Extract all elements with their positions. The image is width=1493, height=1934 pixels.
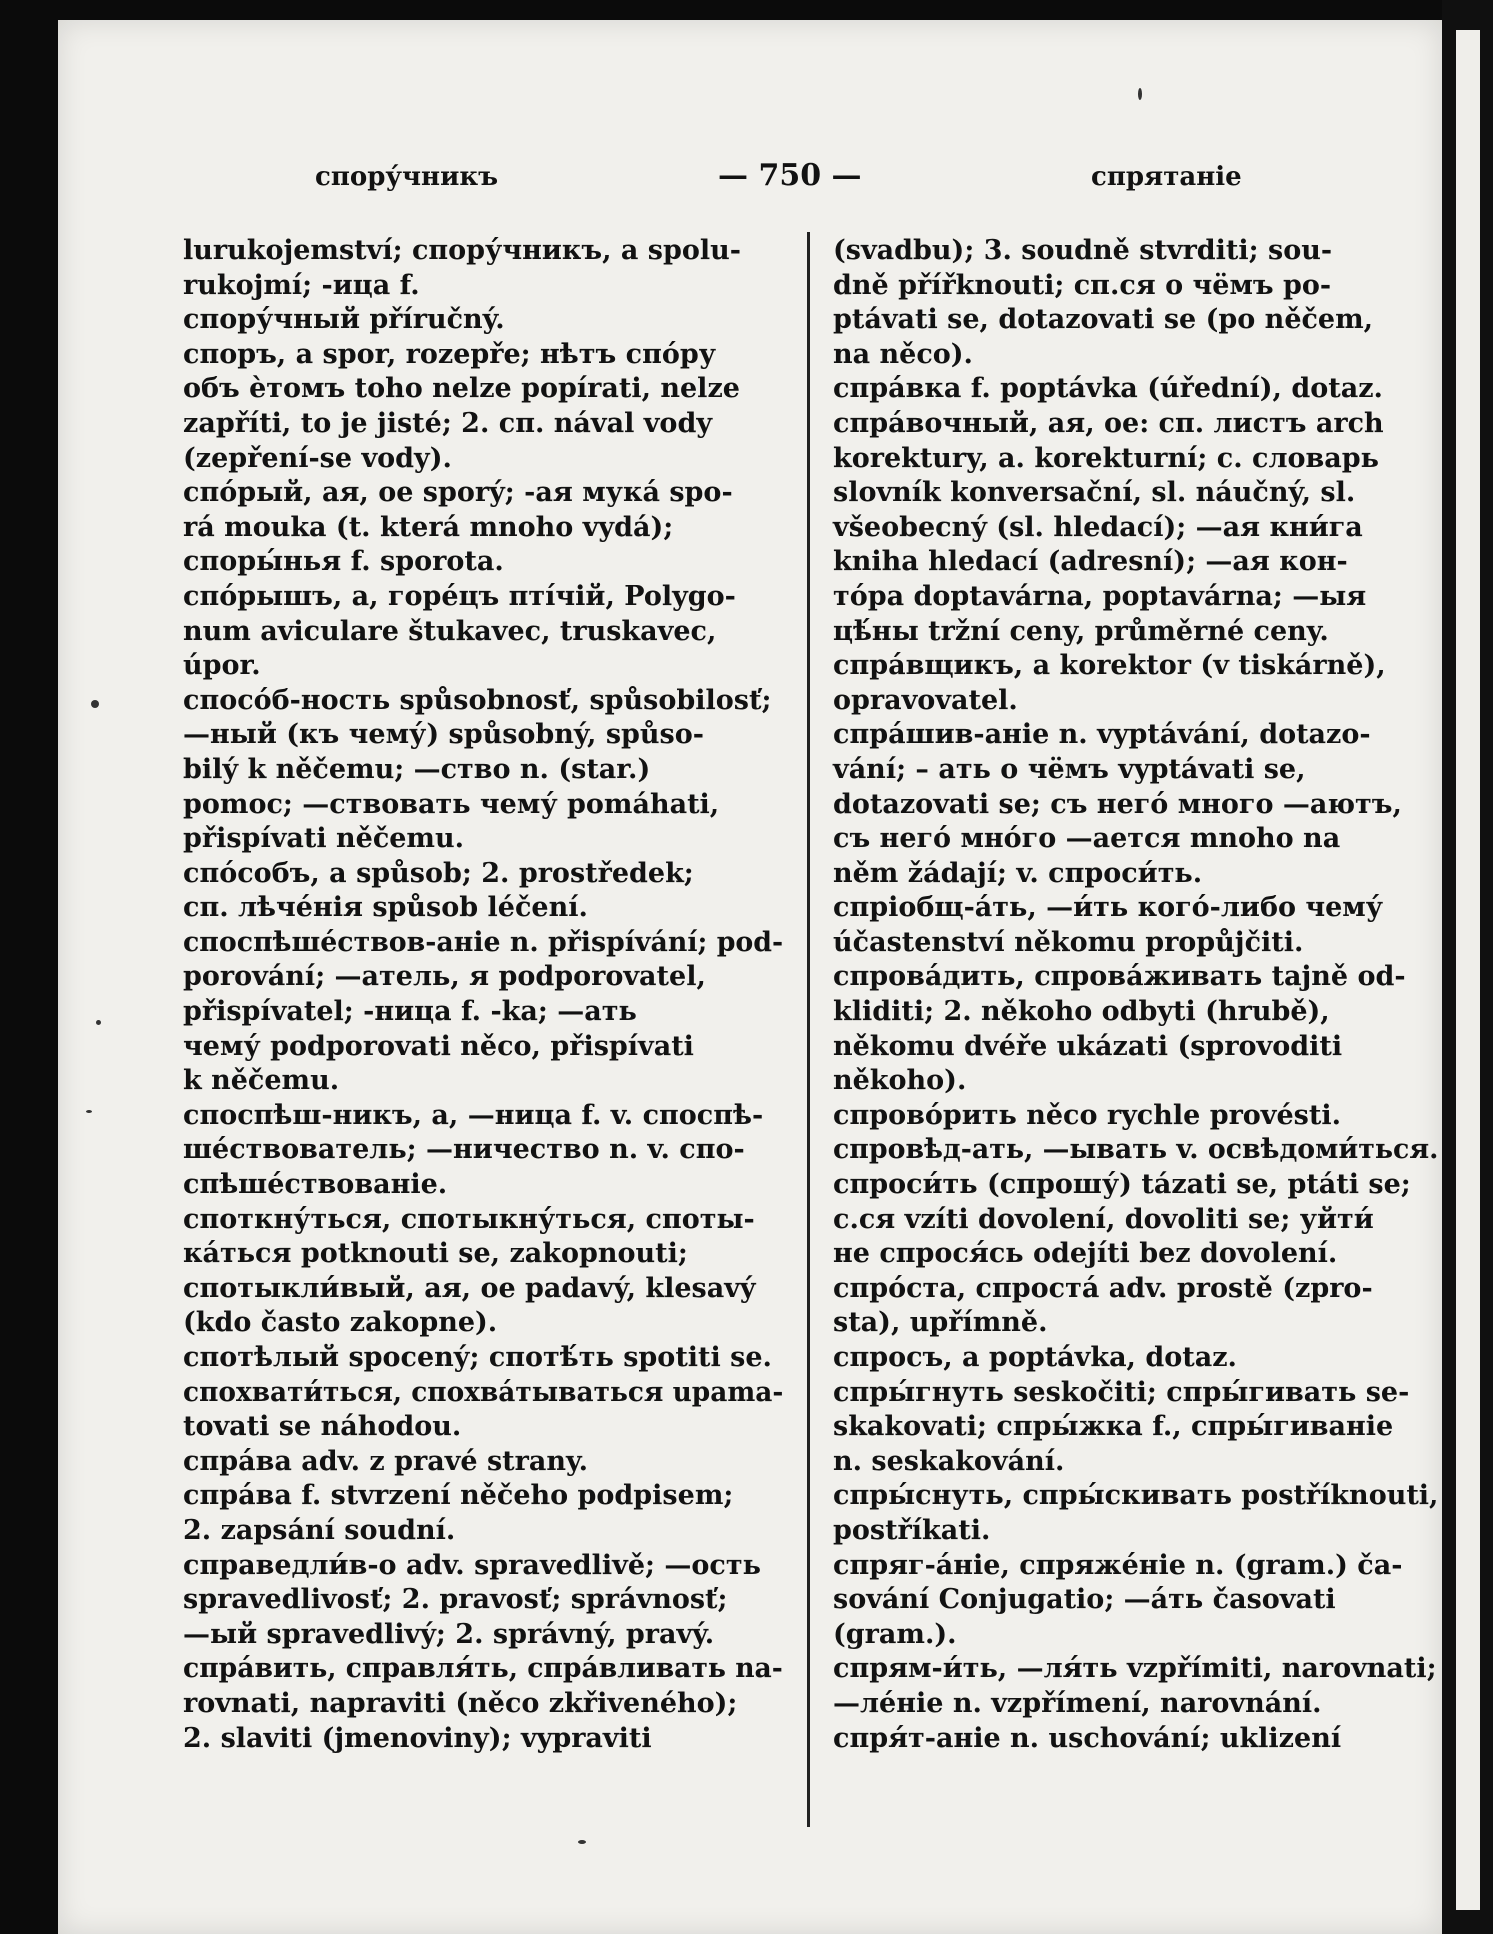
entry-line: спро́ста, спроста́ adv. prostě (zpro- (833, 1272, 1373, 1304)
entry-line: споспѣш-никъ, а, —ница f. v. споспѣ- (183, 1099, 764, 1131)
entry-line: спотѣлый spocený; спотѣ́ть spotiti se. (183, 1342, 772, 1373)
entry-line: не спрося́сь odejíti bez dovolení. (833, 1238, 1338, 1270)
entry-line: сп. лѣче́нія spůsob léčení. (183, 892, 588, 924)
entry-line: спры́гнуть seskočiti; спры́гивать se- (833, 1376, 1410, 1408)
entry-line: спору́чный příručný. (183, 304, 505, 336)
entry-line: porování; —атель, я podporovatel, (183, 961, 706, 993)
entry-line: (gram.). (833, 1618, 957, 1650)
page-number: — 750 — (718, 158, 862, 193)
entry-line: спо́рышъ, а, горе́цъ пті́чій, Polygo- (183, 580, 736, 612)
entry-line: lurukojemství; спору́чникъ, a spolu- (183, 235, 741, 266)
entry-line: (svadbu); 3. soudně stvrditi; sou- (833, 235, 1333, 266)
entry-line: spravedlivosť; 2. pravosť; správnosť; (183, 1584, 728, 1616)
dictionary-page (58, 20, 1442, 1934)
entry-line: спрям-и́ть, —ля́ть vzpřímiti, narovnati; (833, 1653, 1437, 1685)
entry-line: všeobecný (sl. hledací); —ая кни́га (833, 511, 1363, 543)
entry-line: někoho). (833, 1065, 967, 1097)
entry-line: с.ся vzíti dovolení, dovoliti se; уйти́ (833, 1203, 1374, 1235)
entry-line: спрово́рить něco rychle provésti. (833, 1099, 1342, 1131)
entry-line: k něčemu. (183, 1065, 340, 1097)
entry-line: цѣ́ны tržní ceny, průměrné ceny. (833, 615, 1329, 647)
entry-line: rovnati, napraviti (něco zkřiveného); (183, 1687, 738, 1719)
entry-line: přispívatel; -ница f. -ka; —ать (183, 996, 637, 1028)
entry-line: чему́ podporovati něco, přispívati (183, 1030, 694, 1062)
entry-line: vání; – ать о чёмъ vyptávati se, (833, 753, 1306, 785)
entry-line: num aviculare štukavec, truskavec, (183, 615, 717, 647)
entry-line: спра́ва adv. z pravé strany. (183, 1445, 588, 1477)
entry-line: (zepření-se vody). (183, 442, 452, 474)
entry-line: споръ, a spor, rozepře; нѣтъ спо́ру (183, 338, 716, 370)
entry-line: dotazovati se; съ него́ много —аютъ, (833, 788, 1402, 820)
entry-line: dně přířknouti; сп.ся о чёмъ po- (833, 269, 1332, 301)
column-divider (807, 232, 810, 1827)
left-column (183, 234, 783, 1756)
entry-line: kliditi; 2. někoho odbyti (hrubě), (833, 996, 1330, 1028)
entry-line: спо́собъ, a spůsob; 2. prostředek; (183, 857, 694, 889)
running-header (58, 158, 1442, 202)
entry-line: спря́т-аніе n. uschování; uklizení (833, 1722, 1342, 1754)
entry-line: —ный (къ чему́) spůsobný, spůso- (183, 719, 704, 751)
right-guide-word: спрятаніе (1091, 162, 1242, 192)
entry-line: спріобщ-а́ть, —и́ть кого́-либо чему́ (833, 892, 1384, 924)
entry-line: —ый spravedlivý; 2. správný, pravý. (183, 1618, 715, 1650)
entry-line: споткну́ться, спотыкну́ться, споты- (183, 1203, 755, 1235)
entry-line: slovník konversační, sl. náučný, sl. (833, 477, 1356, 509)
entry-line: спѣше́ствованіе. (183, 1169, 448, 1201)
entry-line: (kdo často zakopne). (183, 1307, 498, 1339)
entry-line: спроси́ть (спрошу́) tázati se, ptáti se; (833, 1169, 1411, 1201)
entry-line: спровѣд-ать, —ывать v. освѣдоми́ться. (833, 1134, 1439, 1166)
entry-line: то́ра doptavárna, poptavárna; —ыя (833, 580, 1367, 612)
entry-line: někomu dvéře ukázati (sprovoditi (833, 1030, 1343, 1062)
entry-line: opravovatel. (833, 684, 1018, 716)
entry-line: объ ѐтомъ toho nelze popírati, nelze (183, 373, 740, 405)
print-speck (86, 1110, 92, 1113)
entry-line: přispívati něčemu. (183, 823, 465, 855)
adjacent-page-margin (1456, 30, 1480, 1910)
entry-line: ше́ствователь; —ничество n. v. спо- (183, 1134, 745, 1166)
print-speck (578, 1840, 586, 1844)
entry-line: спра́вить, справля́ть, спра́вливать na- (183, 1653, 783, 1685)
entry-line: bilý k něčemu; —ство n. (star.) (183, 753, 651, 785)
entry-line: postříkati. (833, 1514, 991, 1546)
entry-line: sování Conjugatio; —а́ть časovati (833, 1584, 1336, 1616)
entry-line: rá mouka (t. která mnoho vydá); (183, 511, 674, 543)
entry-line: спра́вка f. poptávka (úřední), dotaz. (833, 373, 1383, 405)
entry-line: споры́нья f. sporota. (183, 546, 504, 578)
entry-line: ка́ться potknouti se, zakopnouti; (183, 1238, 688, 1270)
entry-line: zapříti, to je jisté; 2. сп. nával vody (183, 407, 713, 439)
entry-line: спры́снуть, спры́скивать postříknouti, (833, 1480, 1439, 1512)
print-speck (91, 700, 99, 708)
entry-line: skakovati; спры́жка f., спры́гиваніе (833, 1411, 1394, 1443)
entry-line: účastenství někomu propůjčiti. (833, 926, 1304, 958)
entry-line: tovati se náhodou. (183, 1411, 462, 1443)
entry-line: спра́шив-аніе n. vyptávání, dotazo- (833, 719, 1371, 751)
entry-line: sta), upřímně. (833, 1307, 1048, 1339)
entry-line: съ него́ мно́го —ается mnoho na (833, 823, 1341, 855)
left-guide-word: спору́чникъ (315, 162, 499, 192)
entry-line: спрова́дить, спрова́живать tajně od- (833, 961, 1406, 993)
print-speck (96, 1020, 101, 1025)
right-column (833, 234, 1438, 1756)
entry-line: korektury, a. korekturní; с. словарь (833, 442, 1379, 474)
entry-line: спра́ва f. stvrzení něčeho podpisem; (183, 1480, 734, 1512)
print-speck (1138, 88, 1142, 100)
entry-line: —ле́ніе n. vzpřímení, narovnání. (833, 1687, 1322, 1719)
entry-line: спра́вочный, ая, ое: сп. листъ arch (833, 407, 1384, 439)
entry-line: спряг-а́ніе, спряже́ніе n. (gram.) ča- (833, 1549, 1403, 1581)
entry-line: ptávati se, dotazovati se (po něčem, (833, 304, 1374, 336)
entry-line: спо́рый, ая, ое sporý; -ая мука́ spo- (183, 477, 733, 509)
entry-line: pomoc; —ствовать чему́ pomáhati, (183, 788, 720, 820)
entry-line: спра́вщикъ, a korektor (v tiskárně), (833, 650, 1386, 682)
entry-line: kniha hledací (adresní); —ая кон- (833, 546, 1348, 578)
entry-line: něm žádají; v. спроси́ть. (833, 857, 1203, 889)
entry-line: úpor. (183, 650, 261, 682)
entry-line: 2. slaviti (jmenoviny); vypraviti (183, 1722, 652, 1754)
entry-line: na něco). (833, 338, 973, 370)
entry-line: спосо́б-ность spůsobnosť, spůsobilosť; (183, 684, 772, 716)
entry-line: 2. zapsání soudní. (183, 1514, 456, 1546)
entry-line: n. seskakování. (833, 1445, 1065, 1477)
entry-line: споспѣше́ствов-аніе n. přispívání; pod- (183, 926, 784, 958)
entry-line: справедли́в-о adv. spravedlivě; —ость (183, 1549, 761, 1581)
entry-line: rukojmí; -ица f. (183, 269, 420, 301)
adjacent-page-edge (1442, 0, 1493, 1934)
entry-line: спохвати́ться, спохва́тываться upama- (183, 1376, 784, 1408)
entry-line: спросъ, a poptávka, dotaz. (833, 1342, 1237, 1373)
entry-line: спотыкли́вый, ая, ое padavý, klesavý (183, 1272, 756, 1304)
